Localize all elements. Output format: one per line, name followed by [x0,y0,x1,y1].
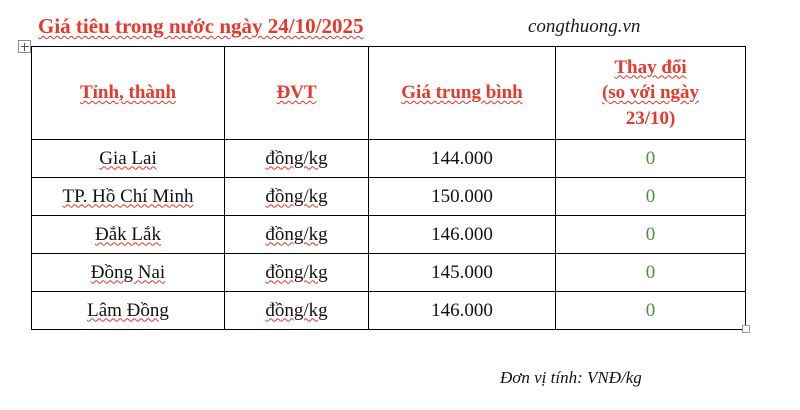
cell-unit: đồng/kg [225,254,369,292]
column-header-average-price-line-1: Giá trung bình [401,82,523,104]
table-row [32,216,746,254]
cell-average-price: 150.000 [369,178,556,216]
cell-change: 0 [556,140,746,178]
cell-average-price: 146.000 [369,292,556,330]
table-row [32,178,746,216]
column-header-province [32,47,225,140]
page-title: Giá tiêu trong nước ngày 24/10/2025 [38,14,364,38]
source-watermark: congthuong.vn [528,16,641,37]
cell-average-price: 144.000 [369,140,556,178]
cell-province: Đắk Lắk [32,216,225,254]
column-header-change-line-3: 23/10) [625,107,676,129]
price-table [31,46,746,330]
cell-province: TP. Hồ Chí Minh [32,178,225,216]
cell-change: 0 [556,216,746,254]
table-row [32,292,746,330]
cell-change: 0 [556,254,746,292]
column-header-change-line-1: Thay đổi [614,56,687,78]
cell-province: Gia Lai [32,140,225,178]
table-header-row [32,47,746,140]
table-row [32,140,746,178]
column-header-unit [225,47,369,140]
column-header-change [556,47,746,140]
table-move-handle[interactable] [18,40,31,53]
cell-unit: đồng/kg [225,292,369,330]
unit-footnote: Đơn vị tính: VNĐ/kg [500,368,642,387]
table-header [32,47,746,140]
column-header-unit-line-1: ĐVT [276,82,317,104]
table-resize-handle[interactable] [742,325,750,333]
cell-unit: đồng/kg [225,178,369,216]
table-row [32,254,746,292]
cell-unit: đồng/kg [225,140,369,178]
column-header-average-price [369,47,556,140]
cell-average-price: 145.000 [369,254,556,292]
cell-province: Đồng Nai [32,254,225,292]
column-header-change-line-2: (so với ngày [601,82,700,104]
cell-change: 0 [556,178,746,216]
cell-average-price: 146.000 [369,216,556,254]
column-header-province-line-1: Tỉnh, thành [79,82,177,104]
cell-province: Lâm Đồng [32,292,225,330]
cell-change: 0 [556,292,746,330]
cell-unit: đồng/kg [225,216,369,254]
table-body [32,140,746,330]
